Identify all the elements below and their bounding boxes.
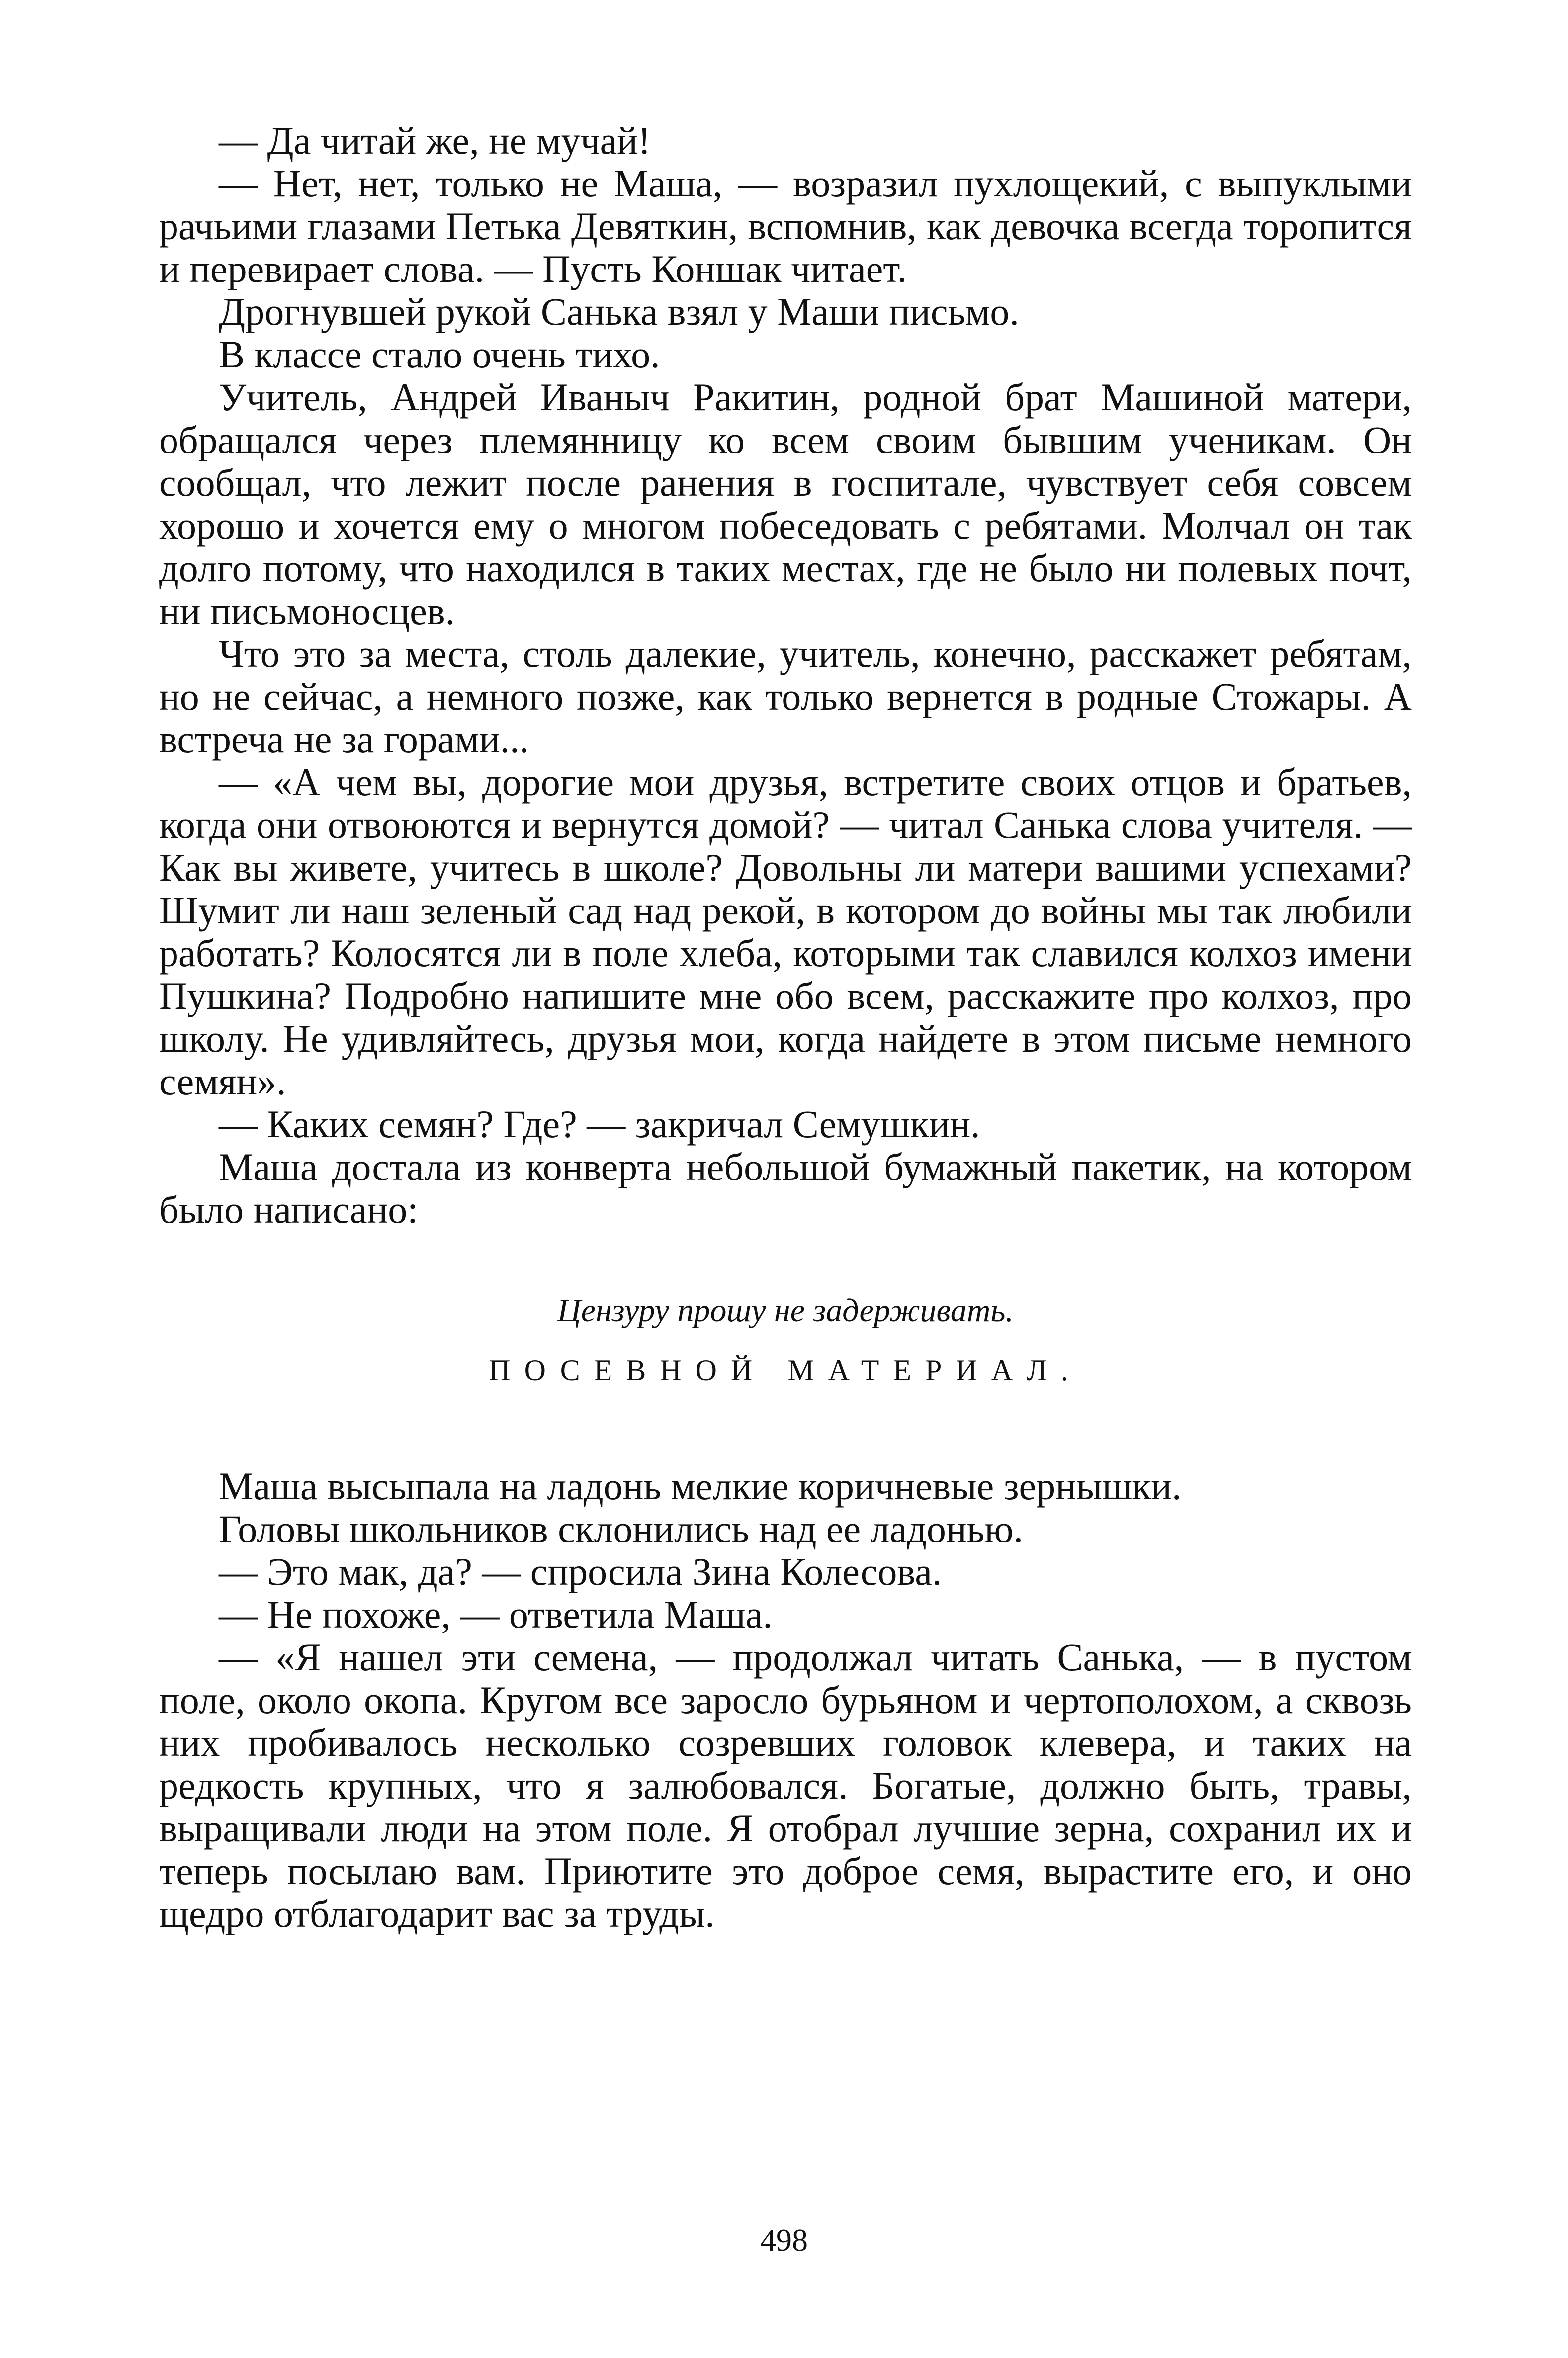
packet-title: ПОСЕВНОЙ МАТЕРИАЛ. <box>489 1354 1082 1387</box>
page-number: 498 <box>760 2222 808 2258</box>
book-page <box>159 119 1412 1935</box>
paragraph: Дрогнувшей рукой Санька взял у Маши письмо. <box>219 290 1019 333</box>
paragraph: Что это за места, столь далекие, учитель, конечно, расскажет ребятам, но не сейчас, а немного позже, как только вернется в родные Стожары. А встреча не за горами... <box>159 632 1412 761</box>
paragraph: — Это мак, да? — спросила Зина Колесова. <box>219 1550 942 1593</box>
paragraph: — «А чем вы, дорогие мои друзья, встретите своих отцов и братьев, когда они отвоюются и вернутся домой? — читал Санька слова учителя. — Как вы живете, учитесь в школе? Довольны ли матери вашими успехами? Шумит ли наш зеленый сад над рекой, в котором до войны мы так любили работать? Колосятся ли в поле хлеба, которыми так славился колхоз имени Пушкина? Подробно напишите мне обо всем, расскажите про колхоз, про школу. Не удивляйтесь, друзья мои, когда найдете в этом письме немного семян». <box>159 760 1412 1103</box>
paragraph: Маша высыпала на ладонь мелкие коричневые зернышки. <box>219 1464 1182 1508</box>
paragraph: Маша достала из конверта небольшой бумажный пакетик, на котором было написано: <box>159 1145 1412 1231</box>
paragraph: — Нет, нет, только не Маша, — возразил пухлощекий, с выпуклыми рачьими глазами Петька Девяткин, вспомнив, как девочка всегда торопится и перевирает слова. — Пусть Коншак читает. <box>159 162 1412 290</box>
paragraph: — Да читай же, не мучай! <box>219 119 651 162</box>
paragraph: Учитель, Андрей Иваныч Ракитин, родной брат Машиной матери, обращался через племянницу ко всем своим бывшим ученикам. Он сообщал, что лежит после ранения в госпитале, чувствует себя совсем хорошо и хочется ему о многом побеседовать с ребятами. Молчал он так долго потому, что находился в таких местах, где не было ни полевых почт, ни письмоносцев. <box>159 375 1412 633</box>
paragraph: Головы школьников склонились над ее ладонью. <box>219 1507 1023 1550</box>
paragraph: — «Я нашел эти семена, — продолжал читать Санька, — в пустом поле, около окопа. Кругом все заросло бурьяном и чертополохом, а сквозь них пробивалось несколько созревших головок клевера, и таких на редкость крупных, что я залюбовался. Богатые, должно быть, травы, выращивали люди на этом поле. Я отобрал лучшие зерна, сохранил их и теперь посылаю вам. Приютите это доброе семя, вырастите его, и оно щедро отблагодарит вас за труды. <box>159 1635 1412 1935</box>
paragraph: — Каких семян? Где? — закричал Семушкин. <box>219 1102 980 1146</box>
paragraph: — Не похоже, — ответила Маша. <box>219 1593 773 1636</box>
paragraph: В классе стало очень тихо. <box>219 333 660 376</box>
packet-note: Цензуру прошу не задерживать. <box>557 1292 1014 1329</box>
